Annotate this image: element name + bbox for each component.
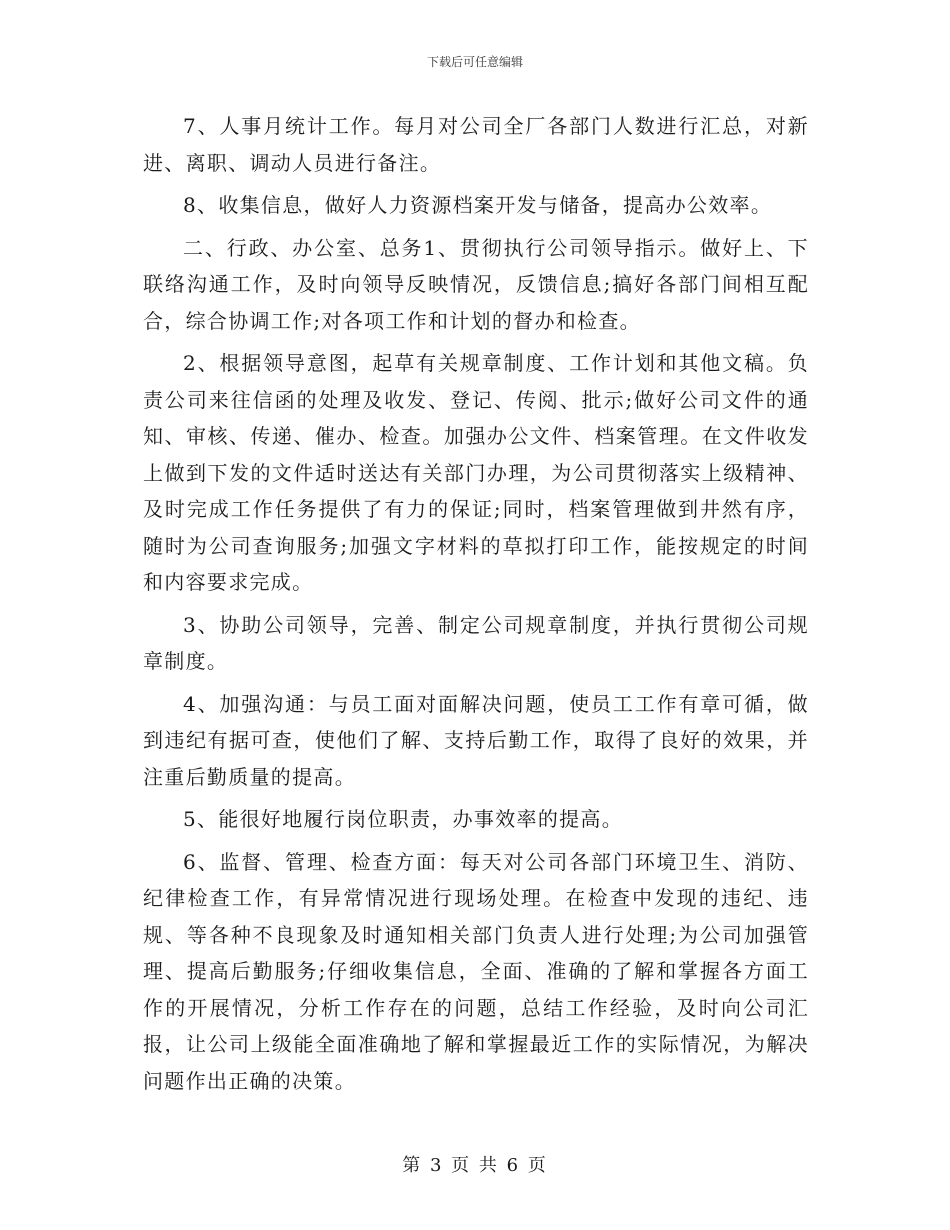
page-number: 第 3 页 共 6 页 bbox=[402, 1155, 548, 1176]
paragraph-4: 2、根据领导意图，起草有关规章制度、工作计划和其他文稿。负责公司来往信函的处理及收发、登记、传阅、批示;做好公司文件的通知、审核、传递、催办、检查。加强办公文件、档案管理。在文件收发上做到下发的文件适时送达有关部门办理，为公司贯彻落实上级精神、及时完成工作任务提供了有力的保证;同时，档案管理做到井然有序，随时为公司查询服务;加强文字材料的草拟打印工作，能按规定的时间和内容要求完成。 bbox=[143, 351, 809, 594]
paragraph-1: 7、人事月统计工作。每月对公司全厂各部门人数进行汇总，对新进、离职、调动人员进行备注。 bbox=[143, 114, 809, 175]
document-body bbox=[143, 108, 809, 1105]
paragraph-3: 二、行政、办公室、总务1、贯彻执行公司领导指示。做好上、下联络沟通工作，及时向领导反映情况，反馈信息;搞好各部门间相互配合，综合协调工作;对各项工作和计划的督办和检查。 bbox=[143, 235, 809, 333]
page-header-note: 下载后可任意编辑 bbox=[426, 55, 523, 69]
paragraph-7: 5、能很好地履行岗位职责，办事效率的提高。 bbox=[183, 807, 624, 831]
paragraph-2: 8、收集信息，做好人力资源档案开发与储备，提高办公效率。 bbox=[183, 193, 773, 217]
paragraph-8: 6、监督、管理、检查方面：每天对公司各部门环境卫生、消防、纪律检查工作，有异常情况进行现场处理。在检查中发现的违纪、违规、等各种不良现象及时通知相关部门负责人进行处理;为公司加强管理、提高后勤服务;仔细收集信息，全面、准确的了解和掌握各方面工作的开展情况，分析工作存在的问题，总结工作经验，及时向公司汇报，让公司上级能全面准确地了解和掌握最近工作的实际情况，为解决问题作出正确的决策。 bbox=[143, 849, 809, 1093]
paragraph-5: 3、协助公司领导，完善、制定公司规章制度，并执行贯彻公司规章制度。 bbox=[143, 612, 809, 673]
paragraph-6: 4、加强沟通：与员工面对面解决问题，使员工工作有章可循，做到违纪有据可查，使他们了解、支持后勤工作，取得了良好的效果，并注重后勤质量的提高。 bbox=[143, 691, 809, 789]
